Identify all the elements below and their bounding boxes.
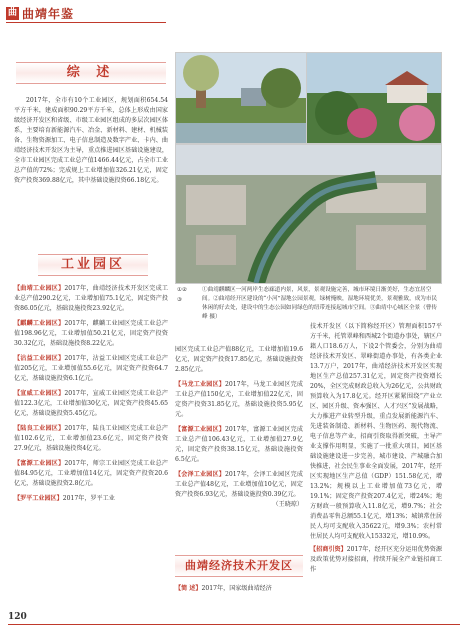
photo-caption-labels-b: ③ (177, 297, 183, 303)
industrial-title: 工业园区 (60, 257, 125, 272)
park-entry: 【曲靖工业园区】2017年，曲靖经济技术开发区完成工业总产值290.2亿元，工业增加值75.1亿元，固定资产投资86.05亿元，基础设施投资23.92亿元。 (14, 285, 168, 312)
etdz-col3 (310, 322, 442, 595)
editor-credit: （王晓琼） (272, 501, 303, 508)
footer-rule (8, 624, 460, 625)
park-entry: 【富源工业园区】2017年，师宗工业园区完成工业总产值84.95亿元，工业增加值14亿元，固定资产投资20.6亿元，基础设施投资2.8亿元。 (14, 460, 168, 487)
photo-garden (306, 52, 442, 144)
etdz-title-box (175, 555, 303, 577)
running-title: 曲靖年鉴 (22, 7, 75, 21)
photo-park (175, 52, 307, 144)
etdz-intro: 【简 述】2017年，国家级曲靖经济 (175, 585, 272, 592)
overview-text: 2017年，全市有10个工业园区，规划面积654.54平方千米，建成面积90.29平方千米，总体上形成由国家级经济开发区和省级、市级工业园区组成的多层次园区体系，主要培育新能源汽车、冶金、新材料、建材、机械装备、生物资源加工、电子信息制造及数字产业、卡内、曲靖经济技术开发区为主导，重点推进园区基础设施建设，全市工业园区完成工业总产值1466.44亿元，占全市工业总产值的72%；完成规上工业增加值326.21亿元，固定资产投资369.88亿元，其中基础设施投资66.18亿元。 (14, 97, 168, 184)
etdz-title: 曲靖经济技术开发区 (185, 559, 293, 572)
overview-title-box (16, 62, 166, 84)
logo-mark: 曲 (7, 8, 17, 18)
park-entry: 【罗平工业园区】2017年，罗平工业 (14, 495, 115, 502)
header-rule (6, 22, 166, 23)
industrial-col1 (14, 284, 168, 504)
industrial-title-box (38, 254, 148, 276)
park-entry: 【会泽工业园区】2017年，会泽工业园区完成工业总产值48亿元，工业增加值10亿元，固定资产投资6.93亿元，基础设施投资0.39亿元。 (175, 471, 303, 498)
photo-caption-labels-a: ①② (177, 287, 188, 293)
etdz-overview-text: 技术开发区（以下简称经开区）管理面积157平方千米，托管翠峰和西城2个街道办事处，辖区户籍人口18.6万人，下设2个管委会，分别为曲靖经济技术开发区、翠峰街道办事处，有各类企业13.7万户，2017年，曲靖经济技术开发区实现地区生产总值257.31亿元，固定资产投资增长20%，全区完成财政总收入为26亿元，公共财政预算收入为17.8亿元。经开区紧紧围绕“产业立区、园区升级、资本强区、人才兴区”发展战略，大力推进产业转型升级，重点发展新能源汽车、先进装备制造、新材料、生物医药、现代物流、电子信息等产业，招商引资取得新突破，主导产业支撑作用明显，实施了一批重大项目，园区基础设施建设进一步完善，城市建设、产城融合加快推进，社会民生事业全面发展，2017年，经开区实现地区生产总值（GDP）151.58亿元，增13.2%；规模以上工业增加值73亿元，增19.1%；固定资产投资207.4亿元，增24%；地方财政一般预算收入11.8亿元，增9.7%；社会消费品零售总额55.1亿元，增13%；城镇常住居民人均可支配收入35622元，增9.3%；农村常住居民人均可支配收入15332元，增10.9%。 (310, 323, 442, 540)
park-entry: 【麒麟工业园区】2017年，麒麟工业园区完成工业总产值198.96亿元，工业增加值50.21亿元，固定资产投资30.32亿元，基础设施投资8.22亿元。 (14, 320, 168, 347)
page-number: 120 (8, 612, 27, 622)
overview-title: 综 述 (66, 65, 116, 80)
park-entry: 【陆良工业园区】2017年，陆良工业园区完成工业总产值102.6亿元，工业增加值23.6亿元，固定资产投资27.9亿元，基础设施投资4亿元。 (14, 425, 168, 452)
photo-caption: ①曲靖麒麟区一河两岸生态廊道内景，风景，景观设施完善，城市环境日渐美好，生态宜居空间。②曲靖经开区建设的“小河”湿地公园景观，绿树掩映，湿地环境优美，景观雅致，成为市民休闲的好去处，建设中的生态公园如同绿色的纽带连接起城市空间。③曲靖中心城区全景（曹传峰 摄） (202, 287, 438, 320)
park-entry: 【富源工业园区】2017年，富源工业园区完成工业总产值106.43亿元，工业增加值27.9亿元，固定资产投资38.15亿元，基础设施投资6.5亿元。 (175, 426, 303, 463)
etdz-investment: 【招商引资】2017年，经开区充分运用优势资源及政策优势对接招商，持续开展全产业链招商工作 (310, 546, 442, 573)
photo-city-aerial (175, 144, 442, 284)
park-entry: 【沾益工业园区】2017年，沾益工业园区完成工业总产值205亿元，工业增加值55.6亿元，固定资产投资64.7亿元，基础设施投资6.1亿元。 (14, 355, 168, 382)
park-entry: 【马龙工业园区】2017年，马龙工业园区完成工业总产值150亿元，工业增加值22亿元，固定资产投资31.85亿元，基础设施投资5.95亿元。 (175, 381, 303, 418)
industrial-col2 (175, 345, 303, 510)
park-entry-cont: 园区完成工业总产值88亿元，工业增加值19.6亿元，固定资产投资17.85亿元，基础设施投资2.85亿元。 (175, 346, 303, 373)
park-entry: 【宣威工业园区】2017年，宣威工业园区完成工业总产值122.3亿元，工业增加值30亿元，固定资产投资45.65亿元，基础设施投资5.45亿元。 (14, 390, 168, 417)
